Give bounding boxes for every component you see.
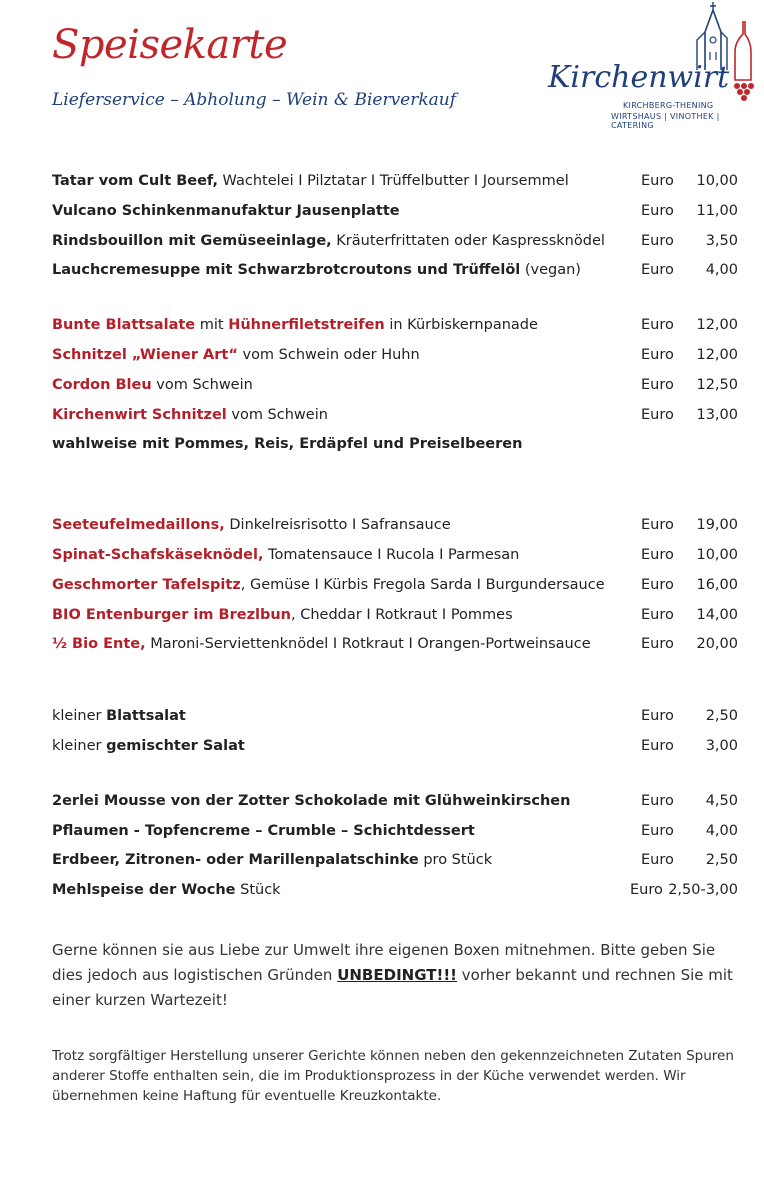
dish-name: Mehlspeise der Woche: [52, 882, 236, 899]
dish-prefix: kleiner: [52, 708, 107, 725]
currency-label: Euro: [641, 606, 674, 623]
currency-label: Euro: [641, 202, 674, 219]
currency-label: Euro: [641, 737, 674, 754]
dish-name: Kirchenwirt Schnitzel: [52, 406, 227, 423]
price: 4,50: [705, 792, 738, 809]
dish-name: Rindsbouillon mit Gemüseeinlage,: [52, 232, 332, 249]
currency-label: Euro: [641, 636, 674, 653]
price: 16,00: [696, 576, 738, 593]
dish-name: gemischter Salat: [106, 737, 245, 754]
price: 10,00: [696, 173, 738, 189]
currency-label: Euro: [641, 173, 674, 189]
currency-label: Euro: [641, 822, 674, 839]
currency-label: Euro: [630, 882, 663, 899]
currency-label: Euro: [641, 376, 674, 393]
restaurant-logo: [545, 0, 764, 130]
price: 2,50-3,00: [668, 882, 738, 899]
allergy-disclaimer: Trotz sorgfältiger Herstellung unserer Gerichte können neben den gekennzeichneten Zutaten Spuren anderer Stoffe enthalten sein, die im Produktionsprozess in der Küche verwendet werden. Wir übernehmen keine Haftung für eventuelle Kreuzkontakte.: [52, 1048, 734, 1104]
price: 20,00: [696, 636, 738, 653]
menu-item: [52, 601, 742, 631]
currency-label: Euro: [641, 576, 674, 593]
currency-label: Euro: [641, 708, 674, 725]
price: 12,00: [696, 317, 738, 334]
dish-description: Tomatensauce I Rucola I Parmesan: [263, 546, 520, 563]
menu-item: [52, 846, 742, 876]
dish-name: Bunte Blattsalate: [52, 317, 196, 334]
price: 14,00: [696, 606, 738, 623]
dish-name: Schnitzel „Wiener Art“: [52, 346, 238, 363]
dish-name: Spinat-Schafskäseknödel,: [52, 546, 264, 563]
notice-text: Gerne können sie aus Liebe zur Umwelt ihre eigenen Boxen mitnehmen. Bitte geben Sie dies jedoch aus logistischen Gründen: [52, 941, 716, 984]
price: 10,00: [696, 546, 738, 563]
dish-name: Seeteufelmedaillons,: [52, 517, 225, 534]
currency-label: Euro: [641, 406, 674, 423]
dish-name: Cordon Bleu: [52, 376, 152, 393]
menu-item: [52, 541, 742, 571]
dish-description: Wachtelei I Pilztatar I Trüffelbutter I Joursemmel: [217, 173, 569, 189]
currency-label: Euro: [641, 232, 674, 249]
notice-text-end: vorher bekannt und rechnen Sie mit einer kurzen Wartezeit!: [52, 966, 733, 1009]
menu-item: [52, 702, 742, 732]
currency-label: Euro: [641, 346, 674, 363]
dish-prefix: kleiner: [52, 737, 107, 754]
menu-list: [52, 167, 742, 906]
dish-description: Stück: [235, 882, 281, 899]
menu-item: [52, 197, 742, 227]
menu-item: [52, 571, 742, 601]
dish-description: vom Schwein: [151, 376, 253, 393]
dish-name: 2erlei Mousse von der Zotter Schokolade mit Glühweinkirschen: [52, 792, 571, 809]
logo-location: KIRCHBERG-THENING: [623, 101, 714, 110]
dish-description: vom Schwein: [226, 406, 328, 423]
price: 2,50: [705, 852, 738, 869]
dish-name: ½ Bio Ente,: [52, 636, 146, 653]
logo-tagline: WIRTSHAUS | VINOTHEK | CATERING: [611, 112, 720, 130]
menu-item: [52, 732, 742, 762]
menu-item: [52, 511, 742, 541]
dish-description: Kräuterfrittaten oder Kaspressknödel: [331, 232, 605, 249]
sides-note-text: wahlweise mit Pommes, Reis, Erdäpfel und Preiselbeeren: [52, 436, 523, 453]
menu-item: [52, 817, 742, 847]
menu-item: [52, 371, 742, 401]
page-title: Speisekarte: [52, 22, 288, 68]
price: 13,00: [696, 406, 738, 423]
currency-label: Euro: [641, 517, 674, 534]
sides-note: [52, 430, 742, 460]
dish-description: in Kürbiskernpanade: [384, 317, 538, 334]
logo-wordmark: Kirchenwirt: [548, 60, 730, 95]
menu-item: [52, 341, 742, 371]
price: 3,00: [705, 737, 738, 754]
dish-description: Dinkelreisrisotto I Safransauce: [224, 517, 451, 534]
dish-name: Pflaumen - Topfencreme – Crumble – Schichtdessert: [52, 822, 475, 839]
price: 4,00: [705, 822, 738, 839]
currency-label: Euro: [641, 852, 674, 869]
packaging-notice: [52, 938, 742, 1013]
price: 3,50: [705, 232, 738, 249]
menu-item: [52, 311, 742, 341]
dish-name: Vulcano Schinkenmanufaktur Jausenplatte: [52, 202, 400, 219]
price: 12,00: [696, 346, 738, 363]
currency-label: Euro: [641, 262, 674, 279]
dish-description: , Cheddar I Rotkraut I Pommes: [291, 606, 513, 623]
menu-item: [52, 167, 742, 197]
currency-label: Euro: [641, 317, 674, 334]
menu-item: [52, 630, 742, 660]
currency-label: Euro: [641, 546, 674, 563]
menu-item: [52, 876, 742, 906]
dish-description: pro Stück: [418, 852, 493, 869]
dish-name: Geschmorter Tafelspitz: [52, 576, 241, 593]
menu-item: [52, 787, 742, 817]
dish-name: Erdbeer, Zitronen- oder Marillenpalatschinke: [52, 852, 419, 869]
price: 19,00: [696, 517, 738, 534]
notice-emphasis: UNBEDINGT!!!: [337, 966, 458, 984]
dish-description: (vegan): [520, 262, 581, 279]
page-subtitle: Lieferservice – Abholung – Wein & Bierverkauf: [52, 90, 457, 110]
dish-name: Lauchcremesuppe mit Schwarzbrotcroutons und Trüffelöl: [52, 262, 521, 279]
dish-name: Tatar vom Cult Beef,: [52, 173, 218, 189]
dish-description: , Gemüse I Kürbis Fregola Sarda I Burgundersauce: [240, 576, 605, 593]
price: 4,00: [705, 262, 738, 279]
price: 11,00: [696, 202, 738, 219]
dish-description: Maroni-Serviettenknödel I Rotkraut I Orangen-Portweinsauce: [145, 636, 591, 653]
price: 12,50: [696, 376, 738, 393]
dish-name: Blattsalat: [106, 708, 186, 725]
currency-label: Euro: [641, 792, 674, 809]
menu-item: [52, 401, 742, 431]
menu-item: [52, 256, 742, 286]
dish-name-secondary: Hühnerfiletstreifen: [228, 317, 385, 334]
dish-name: BIO Entenburger im Brezlbun: [52, 606, 292, 623]
price: 2,50: [705, 708, 738, 725]
dish-connector: mit: [195, 317, 229, 334]
dish-description: vom Schwein oder Huhn: [237, 346, 420, 363]
menu-item: [52, 227, 742, 257]
